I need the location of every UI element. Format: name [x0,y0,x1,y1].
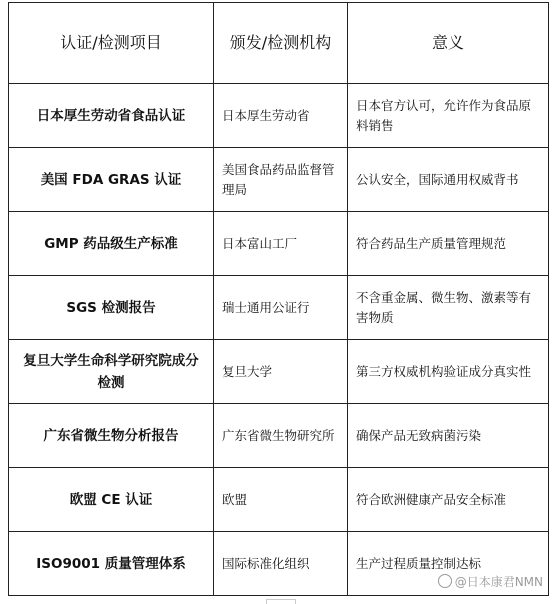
table-row [9,468,549,532]
header-item: 认证/检测项目 [9,3,214,84]
cell-item: 复旦大学生命科学研究院成分检测 [9,340,214,404]
cell-item: 欧盟 CE 认证 [9,468,214,532]
cell-meaning: 不含重金属、微生物、激素等有害物质 [348,276,549,340]
cell-meaning: 日本官方认可，允许作为食品原料销售 [348,84,549,148]
table-row [9,212,549,276]
cell-org: 复旦大学 [214,340,348,404]
cell-item: SGS 检测报告 [9,276,214,340]
cell-meaning: 公认安全，国际通用权威背书 [348,148,549,212]
cell-item: 美国 FDA GRAS 认证 [9,148,214,212]
table-header-row [9,3,549,84]
cell-meaning: 符合欧洲健康产品安全标准 [348,468,549,532]
cell-org: 美国食品药品监督管理局 [214,148,348,212]
certification-table [8,2,549,596]
watermark [438,573,543,590]
toutiao-logo-icon [438,574,452,588]
table-row [9,404,549,468]
watermark-text: @日本康君NMN [454,575,543,589]
cell-item: 广东省微生物分析报告 [9,404,214,468]
cell-org: 日本厚生劳动省 [214,84,348,148]
table-row [9,84,549,148]
cell-meaning: 符合药品生产质量管理规范 [348,212,549,276]
header-org: 颁发/检测机构 [214,3,348,84]
cell-item: ISO9001 质量管理体系 [9,532,214,596]
table-row [9,148,549,212]
cell-meaning: 确保产品无致病菌污染 [348,404,549,468]
cell-meaning: 生产过程质量控制达标 [348,532,549,596]
scroll-handle [266,599,296,604]
cell-org: 广东省微生物研究所 [214,404,348,468]
cell-item: 日本厚生劳动省食品认证 [9,84,214,148]
cell-org: 瑞士通用公证行 [214,276,348,340]
table-row [9,276,549,340]
cell-item: GMP 药品级生产标准 [9,212,214,276]
header-meaning: 意义 [348,3,549,84]
table-row [9,340,549,404]
cell-meaning: 第三方权威机构验证成分真实性 [348,340,549,404]
cell-org: 日本富山工厂 [214,212,348,276]
cell-org: 国际标准化组织 [214,532,348,596]
cell-org: 欧盟 [214,468,348,532]
